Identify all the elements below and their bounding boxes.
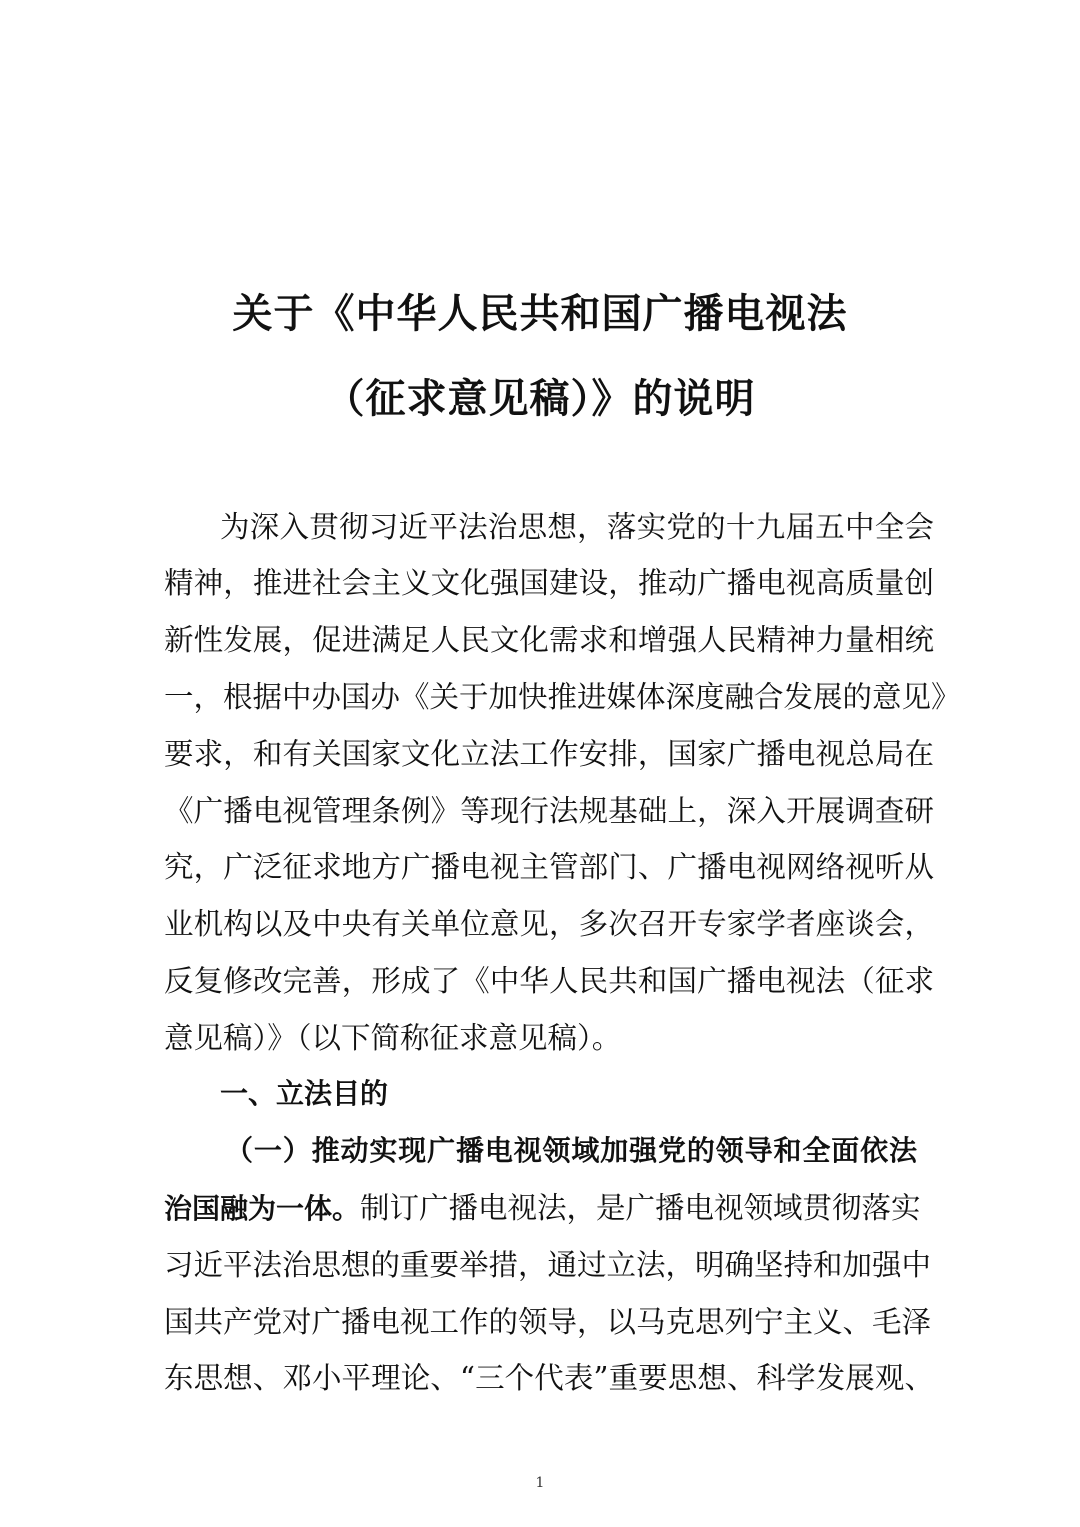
subsection-paragraph-line: 东思想、邓小平理论、“三个代表”重要思想、科学发展观、 [164, 1361, 934, 1395]
subsection-paragraph-line [164, 1188, 921, 1228]
subsection-heading-tail: 治国融为一体。 [164, 1192, 361, 1225]
intro-paragraph-line: 要求，和有关国家文化立法工作安排，国家广播电视总局在 [164, 737, 934, 771]
intro-paragraph-line: 意见稿）》（以下简称征求意见稿）。 [164, 1021, 622, 1055]
subsection-paragraph-line: 国共产党对广播电视工作的领导，以马克思列宁主义、毛泽 [164, 1305, 932, 1339]
intro-paragraph-line: 为深入贯彻习近平法治思想，落实党的十九届五中全会 [220, 510, 934, 544]
intro-paragraph-line: 《广播电视管理条例》等现行法规基础上，深入开展调查研 [164, 794, 934, 828]
document-title-line-2: （征求意见稿）》的说明 [324, 376, 756, 422]
section-heading-legislative-purpose: 一、立法目的 [220, 1077, 389, 1110]
intro-paragraph-line: 精神，推进社会主义文化强国建设，推动广播电视高质量创 [164, 566, 934, 600]
intro-paragraph-line: 反复修改完善，形成了《中华人民共和国广播电视法（征求 [164, 964, 934, 998]
subsection-paragraph-line: 习近平法治思想的重要举措，通过立法，明确坚持和加强中 [164, 1248, 932, 1282]
subsection-text-run: 制订广播电视法，是广播电视领域贯彻落实 [360, 1191, 921, 1225]
intro-paragraph-line: 业机构以及中央有关单位意见，多次召开专家学者座谈会， [164, 907, 934, 941]
subsection-heading-line: （一）推动实现广播电视领域加强党的领导和全面依法 [225, 1134, 917, 1167]
intro-paragraph-line: 究，广泛征求地方广播电视主管部门、广播电视网络视听从 [164, 850, 934, 884]
intro-paragraph-line: 一，根据中办国办《关于加快推进媒体深度融合发展的意见》 [164, 680, 961, 714]
document-title-line-1: 关于《中华人民共和国广播电视法 [232, 291, 848, 337]
page-number: 1 [535, 1475, 545, 1491]
intro-paragraph-line: 新性发展，促进满足人民文化需求和增强人民精神力量相统 [164, 623, 934, 657]
